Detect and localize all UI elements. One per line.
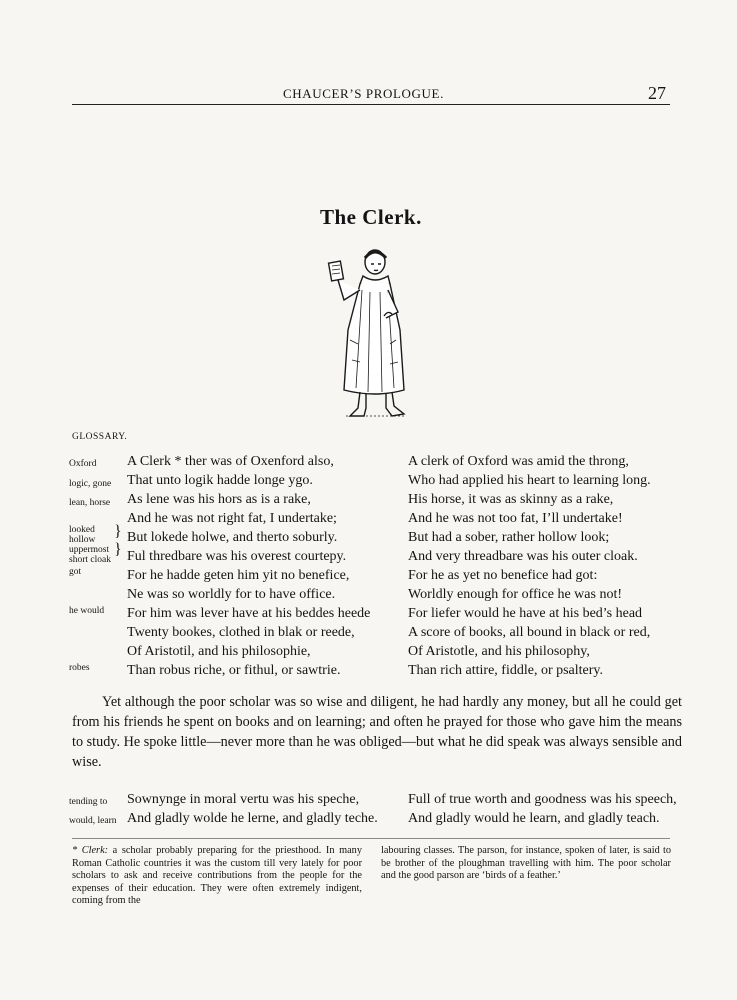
gloss-note: lean, horse — [69, 498, 111, 508]
prose-paraphrase — [72, 692, 682, 772]
gloss-note: looked — [69, 525, 95, 535]
running-head: CHAUCER’S PROLOGUE. — [283, 86, 444, 101]
prose-paragraph: Yet although the poor scholar was so wise and diligent, he had hardly any money, but all he could get from his friends he spent on books and on learning; and often he prayed for those who gave him the means to study. He spoke little—never more than he was obliged—but what he did speak was always sensible and wise. — [72, 694, 682, 770]
footnote-rule — [72, 838, 670, 839]
footnote-text: a scholar probably preparing for the priesthood. In many Roman Catholic countries it was the custom till very lately for poor scholars to ask and receive contributions from the people for the expenses of their education. They were often extremely indigent, coming from the — [72, 845, 362, 907]
original-line: For he hadde geten him yit no benefice, — [127, 568, 350, 583]
modern-line: A clerk of Oxford was amid the throng, — [408, 454, 629, 469]
brace-mark: } — [114, 541, 122, 558]
header-rule — [72, 104, 670, 105]
gloss-note: uppermost — [69, 545, 110, 555]
original-line: And he was not right fat, I undertake; — [127, 511, 337, 526]
original-line: Of Aristotil, and his philosophie, — [127, 644, 311, 659]
modern-line: For liefer would he have at his bed’s head — [408, 606, 643, 621]
original-line: Than robus riche, or fithul, or sawtrie. — [127, 663, 341, 678]
section-title: The Clerk. — [320, 205, 422, 229]
original-line: A Clerk * ther was of Oxenford also, — [127, 454, 334, 469]
brace-mark: } — [114, 523, 122, 540]
page-number: 27 — [648, 83, 666, 103]
gloss-note: robes — [69, 663, 90, 673]
clerk-illustration — [300, 240, 430, 430]
original-line: For him was lever have at his beddes heede — [127, 606, 371, 621]
gloss-note: he would — [69, 606, 105, 616]
original-line: That unto logik hadde longe ygo. — [127, 473, 313, 488]
gloss-note: hollow — [69, 535, 96, 545]
modern-line: Worldly enough for office he was not! — [408, 587, 622, 602]
modern-line: But had a sober, rather hollow look; — [408, 530, 610, 545]
original-line: Twenty bookes, clothed in blak or reede, — [127, 625, 355, 640]
gloss-note: tending to — [69, 797, 108, 807]
original-line: Sownynge in moral vertu was his speche, — [127, 792, 360, 807]
modern-line: And he was not too fat, I’ll undertake! — [408, 511, 623, 526]
gloss-note: short cloak — [69, 555, 111, 565]
footnote-text: labouring classes. The parson, for instance, spoken of later, is said to be brother of the ploughman travelling with him. The poor scholar and the good parson are ‘birds of a feather.’ — [381, 845, 671, 882]
gloss-note: would, learn — [69, 816, 117, 826]
modern-line: Full of true worth and goodness was his speech, — [408, 792, 677, 807]
gloss-note: logic, gone — [69, 479, 112, 489]
glossary-heading: GLOSSARY. — [72, 432, 128, 442]
original-line: And gladly wolde he lerne, and gladly teche. — [127, 811, 378, 826]
footnote-right-column — [381, 845, 671, 883]
original-line: Ful thredbare was his overest courtepy. — [127, 549, 347, 564]
original-line: As lene was his hors as is a rake, — [127, 492, 311, 507]
original-line: But lokede holwe, and therto soburly. — [127, 530, 338, 545]
footnote-term: * Clerk: — [72, 845, 109, 856]
modern-line: And gladly would he learn, and gladly teach. — [408, 811, 660, 826]
gloss-note: Oxford — [69, 459, 97, 469]
footnote-left-column — [72, 845, 362, 908]
modern-line: Of Aristotle, and his philosophy, — [408, 644, 590, 659]
modern-line: A score of books, all bound in black or red, — [408, 625, 651, 640]
modern-line: Who had applied his heart to learning long. — [408, 473, 651, 488]
original-line: Ne was so worldly for to have office. — [127, 587, 336, 602]
modern-line: Than rich attire, fiddle, or psaltery. — [408, 663, 604, 678]
modern-line: For he as yet no benefice had got: — [408, 568, 598, 583]
modern-line: And very threadbare was his outer cloak. — [408, 549, 638, 564]
modern-line: His horse, it was as skinny as a rake, — [408, 492, 614, 507]
gloss-note: got — [69, 567, 82, 577]
